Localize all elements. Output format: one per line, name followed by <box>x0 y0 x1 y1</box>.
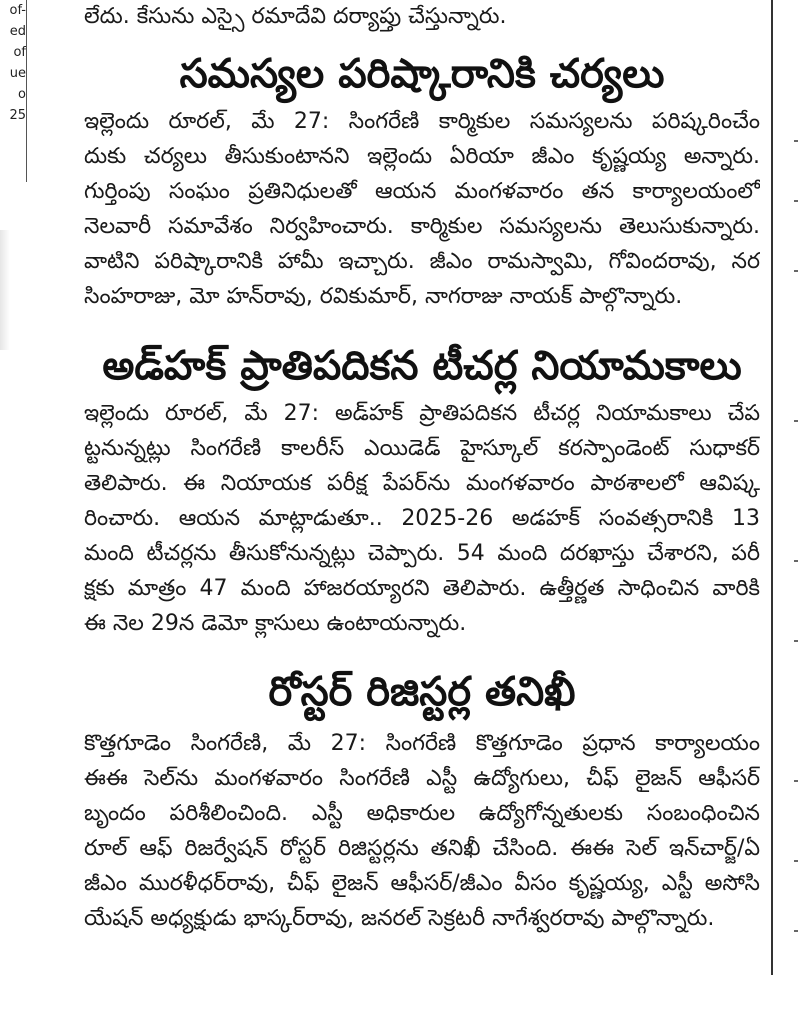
article-1-headline: సమస్యల పరిష్కారానికి చర్యలు <box>179 51 665 97</box>
body-line: నెలవారీ సమావేశం నిర్వహించారు. కార్మికుల సమస్యలను తెలుసుకున్నారు. <box>84 214 760 239</box>
body-line: మంది టీచర్లను తీసుకోనున్నట్లు చెప్పారు. 54 మంది దరఖాస్తు చేశారని, పరీ <box>84 541 760 566</box>
article-1-body <box>84 104 760 314</box>
right-column-divider <box>771 0 773 975</box>
body-line: ఈఈ సెల్‌ను మంగళవారం సింగరేణి ఎస్టీ ఉద్యోగులు, చీఫ్ లైజన్ ఆఫీసర్ <box>84 766 760 791</box>
article-2-headline: అడ్‌హక్ ప్రాతిపదికన టీచర్ల నియామకాలు <box>102 343 742 389</box>
body-line: రించారు. ఆయన మాట్లాడుతూ.. 2025-26 అడహక్ సంవత్సరానికి 13 <box>84 506 760 531</box>
body-line: క్షకు మాత్రం 47 మంది హాజరయ్యారని తెలిపారు. ఉత్తీర్ణత సాధించిన వారికి <box>84 576 760 601</box>
body-line: దుకు చర్యలు తీసుకుంటానని ఇల్లెందు ఏరియా జీఎం కృష్ణయ్య అన్నారు. <box>84 144 760 169</box>
left-column-divider <box>26 0 27 182</box>
body-line: ట్టనున్నట్లు సింగరేణి కాలరీస్ ఎయిడెడ్ హైస్కూల్ కరస్పాండెంట్ సుధాకర్ <box>84 436 760 461</box>
body-line: సింహరాజు, మో హన్‌రావు, రవికుమార్, నాగరాజు నాయక్ పాల్గొన్నారు. <box>84 284 683 309</box>
left-fragment-line: ed <box>9 24 26 39</box>
left-fragment-line: 25 <box>9 108 26 123</box>
right-column-fragment <box>790 140 800 940</box>
body-line: ఇల్లెందు రూరల్, మే 27: సింగరేణి కార్మికుల సమస్యలను పరిష్కరించేం <box>84 109 760 134</box>
body-line: రూల్ ఆఫ్ రిజర్వేషన్ రోస్టర్ రిజిస్టర్లను తనిఖీ చేసింది. ఈఈ సెల్ ఇన్‌చార్జ్/ఏ <box>84 836 760 861</box>
body-line: జీఎం మురళీధర్‌రావు, చీఫ్ లైజన్ ఆఫీసర్/జీఎం వీసం కృష్ణయ్య, ఎస్టీ అసోసి <box>84 871 760 896</box>
body-line: యేషన్ అధ్యక్షుడు భాస్కర్‌రావు, జనరల్ సెక్రటరీ నాగేశ్వరరావు పాల్గొన్నారు. <box>84 906 715 931</box>
body-line: తెలిపారు. ఈ నియాయక పరీక్ష పేపర్‌ను మంగళవారం పాఠశాలలో ఆవిష్క <box>84 471 760 496</box>
article-3-headline: రోస్టర్ రిజిస్టర్ల తనిఖీ <box>268 669 576 715</box>
left-column-fragment <box>0 0 28 185</box>
left-edge-shadow <box>0 230 10 350</box>
body-line: గుర్తింపు సంఘం ప్రతినిధులతో ఆయన మంగళవారం తన కార్యాలయంలో <box>84 179 760 204</box>
article-3-body <box>84 726 760 936</box>
body-line: వాటిని పరిష్కారానికి హామీ ఇచ్చారు. జీఎం రామస్వామి, గోవిందరావు, నర <box>84 249 760 274</box>
left-fragment-line: o <box>18 87 26 102</box>
left-fragment-line: ue <box>9 66 26 81</box>
left-fragment-line: of <box>13 45 26 60</box>
body-line: కొత్తగూడెం సింగరేణి, మే 27: సింగరేణి కొత్తగూడెం ప్రధాన కార్యాలయం <box>84 731 760 756</box>
body-line: బృందం పరిశీలించింది. ఎస్టీ అధికారుల ఉద్యోగోన్నతులకు సంబంధించిన <box>84 801 760 826</box>
previous-article-tail: లేదు. కేసును ఎస్సై రమాదేవి దర్యాప్తు చేస్తున్నారు. <box>84 4 507 29</box>
body-line: ఈ నెల 29న డెమో క్లాసులు ఉంటాయన్నారు. <box>84 611 467 636</box>
article-2-body <box>84 396 760 641</box>
left-fragment-line: of- <box>9 3 26 18</box>
body-line: ఇల్లెందు రూరల్, మే 27: అడ్‌హక్ ప్రాతిపదికన టీచర్ల నియామకాలు చేప <box>84 401 760 426</box>
